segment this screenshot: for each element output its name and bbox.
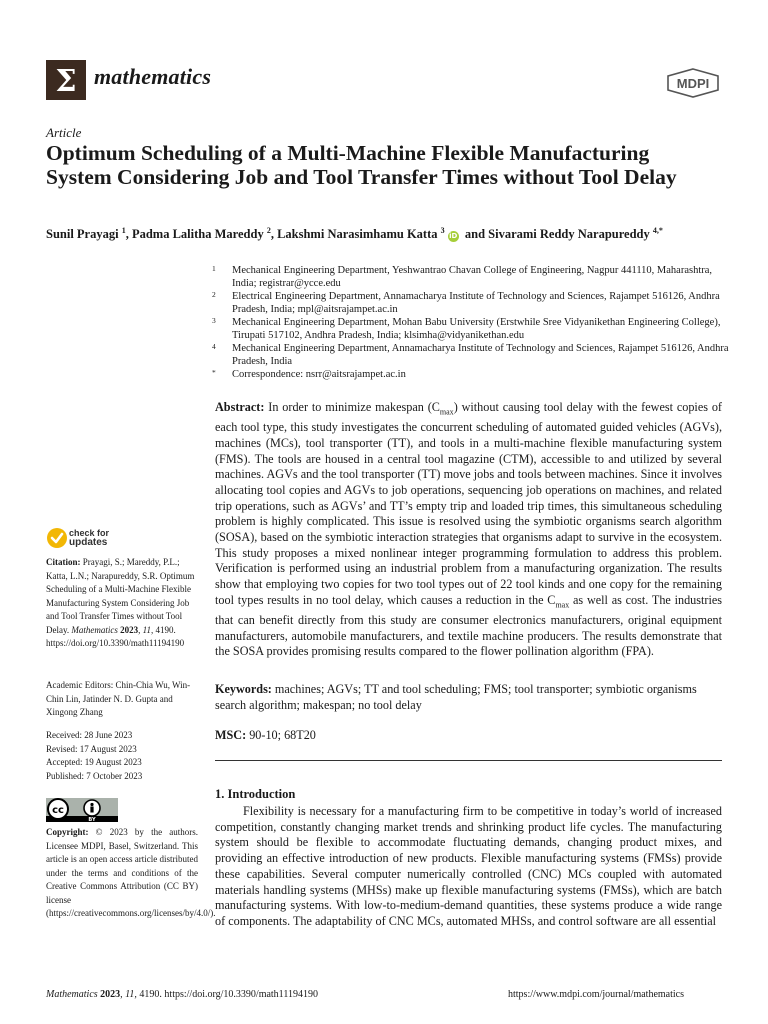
author-affil-sup: 4,*	[652, 226, 663, 235]
publisher-logo	[666, 68, 720, 103]
footer-citation	[46, 989, 318, 1000]
author-name[interactable]: Padma Lalitha Mareddy	[131, 227, 264, 242]
affiliation-item	[210, 290, 730, 316]
abstract-text: ) without causing tool delay with the fewest copies of each tool type, this study investigates the concurrent scheduling of automated guided vehicles (AGVs), machines (MCs), tool transporter (TT), and tools in a multi-machine flexible manufacturing system (FMS). The tools are housed in a central tool magazine (CTM), accessible to and utilized by several machines. AGVs and the tool transporter (TT) move jobs and tools between machines. Since it involves allocating tool copies and AGVs to job operations, sequencing job operations on machines, and related trip operations, such as AGVs’ and TT’s empty trip and loaded trip times, this simultaneous scheduling problem is highly complicated. This issue is resolved using the symbiotic organisms search algorithm (SOSA), based on the symbiotic interaction strategies that organisms adapt to survive in the ecosystem. This study proposes a mixed nonlinear integer programming formulation to address this problem. Verification is performed using an industrial problem from a manufacturing organization. The results show that employing two copies for two tool types out of 22 tool kinds and one copy for the remaining tool types results in no tool delay, which causes a reduction in the C	[215, 400, 722, 607]
section-divider	[215, 760, 722, 761]
journal-logo	[46, 60, 86, 100]
date-published: Published: 7 October 2023	[46, 770, 143, 781]
affiliation-number: 3	[212, 316, 216, 325]
article-title: Optimum Scheduling of a Multi-Machine Flexible Manufacturing System Considering Job and Tool Transfer Times without Tool Delay	[46, 141, 677, 189]
author-name[interactable]: Sunil Prayagi	[46, 227, 119, 242]
affiliations	[210, 264, 730, 381]
abstract-subscript: max	[439, 407, 454, 417]
check-for-updates-icon	[46, 527, 68, 549]
affiliation-text: Mechanical Engineering Department, Mohan Babu University (Erstwhile Sree Vidyanikethan Engineering College), Tirupati 517102, Andhra Pradesh, India; klsimha@vidyanikethan.edu	[232, 317, 721, 341]
keywords	[215, 682, 722, 713]
author-separator: ,	[270, 227, 278, 242]
msc-codes	[215, 728, 316, 743]
copyright-notice	[46, 826, 216, 921]
article-type: Article	[46, 125, 82, 140]
date-received: Received: 28 June 2023	[46, 730, 133, 740]
affiliation-number: *	[212, 368, 216, 377]
check-updates-line: check for	[69, 528, 110, 538]
author-affil-sup: 3	[440, 226, 445, 235]
author-affil-sup: 2	[266, 226, 271, 235]
svg-text:cc: cc	[52, 805, 64, 816]
affiliation-number: 2	[212, 290, 216, 299]
section-heading: 1. Introduction	[215, 787, 296, 801]
check-updates-line: updates	[69, 537, 108, 548]
msc-label: MSC:	[215, 728, 247, 742]
check-for-updates-label[interactable]	[69, 529, 109, 547]
introduction-text: Flexibility is necessary for a manufacturing firm to be competitive in today’s world of increased competition, constantly changing market trends and shrinking product life cycles. The manufacturing system should be flexible to accommodate fluctuating demands, changing product mixes, and providing an effective introduction of new products. Flexible manufacturing systems (FMSs) provide these capabilities. Several computer numerically controlled (CNC) MCs coupled with automated materials handling systems (MHSs) make up flexible manufacturing systems (FMSs), which are batch manufacturing systems. With low-to-medium-demand quantities, these systems produce a wide range of components. The adaptability of CNC MCs, automated MHSs, and control software are all essential	[215, 804, 722, 928]
affiliation-text: Mechanical Engineering Department, Yeshwantrao Chavan College of Engineering, Nagpur 441110, Maharashtra, India; registrar@ycce.edu	[232, 265, 713, 289]
mdpi-logo-icon	[666, 68, 720, 98]
date-accepted: Accepted: 19 August 2023	[46, 757, 142, 767]
correspondence-item	[210, 368, 730, 381]
author-affil-sup: 1	[121, 226, 126, 235]
svg-text:BY: BY	[88, 817, 96, 822]
sigma-logo-icon	[46, 60, 86, 100]
abstract-label: Abstract:	[215, 400, 265, 414]
author-name[interactable]: Lakshmi Narasimhamu Katta	[277, 227, 438, 242]
citation-doi[interactable]: 4190. https://doi.org/10.3390/math11194190	[46, 624, 185, 648]
correspondence-text: Correspondence: nsrr@aitsrajampet.ac.in	[232, 369, 406, 380]
author-name[interactable]: Sivarami Reddy Narapureddy	[488, 227, 650, 242]
affiliation-number: 1	[212, 264, 216, 273]
citation-volume: , 11,	[138, 624, 154, 635]
citation-journal: Mathematics	[71, 624, 118, 635]
footer-journal: Mathematics	[46, 989, 98, 1000]
citation-block	[46, 556, 198, 651]
abstract-text: In order to minimize makespan (C	[264, 400, 440, 414]
keywords-text: machines; AGVs; TT and tool scheduling; FMS; tool transporter; symbiotic organisms search algorithm; makespan; no tool delay	[215, 682, 697, 712]
copyright-label: Copyright:	[46, 827, 89, 837]
affiliation-text: Mechanical Engineering Department, Annamacharya Institute of Technology and Sciences, Rajampet 516126, Andhra Pradesh, India	[232, 343, 729, 367]
svg-text:Σ: Σ	[55, 64, 77, 99]
abstract-text: as well as cost. The industries that can benefit directly from this study are consumer electronics manufacturers, original equipment manufacturers, automobile manufacturers, and textile machine producers. The results demonstrate that the SOSA provides promising results compared to the flower pollination algorithm (FPA).	[215, 592, 722, 659]
affiliation-item	[210, 342, 730, 368]
date-revised: Revised: 17 August 2023	[46, 743, 137, 754]
msc-text: 90-10; 68T20	[246, 728, 316, 742]
author-separator: and	[461, 227, 489, 242]
orcid-icon[interactable]: iD	[449, 232, 458, 241]
footer-volume: , 11,	[120, 989, 137, 1000]
affiliation-text: Electrical Engineering Department, Annamacharya Institute of Technology and Sciences, Rajampet 516126, Andhra Pradesh, India; mpl@aitsrajampet.ac.in	[232, 291, 720, 315]
affiliation-item	[210, 316, 730, 342]
citation-year: 2023	[117, 624, 139, 635]
copyright-text: © 2023 by the authors. Licensee MDPI, Basel, Switzerland. This article is an open access article distributed under the terms and conditions of the Creative Commons Attribution (CC BY) license (https://creativecommons.org/licenses/by/4.0/).	[46, 827, 216, 918]
footer-doi[interactable]: 4190. https://doi.org/10.3390/math11194190	[136, 989, 318, 1000]
cc-by-icon	[46, 798, 118, 822]
abstract	[215, 400, 722, 660]
footer-journal-url[interactable]: https://www.mdpi.com/journal/mathematics	[508, 989, 684, 1000]
affiliation-item	[210, 264, 730, 290]
author-list	[46, 226, 746, 242]
keywords-label: Keywords:	[215, 682, 272, 696]
citation-label: Citation:	[46, 557, 81, 567]
affiliation-number: 4	[212, 342, 216, 351]
abstract-subscript: max	[555, 600, 570, 610]
publication-dates	[46, 729, 198, 783]
academic-editors: Academic Editors: Chin-Chia Wu, Win-Chin Lin, Jatinder N. D. Gupta and Xingong Zhang	[46, 680, 191, 717]
cc-by-license-badge[interactable]	[46, 798, 118, 822]
footer-year: 2023	[97, 989, 121, 1000]
journal-name: mathematics	[94, 64, 212, 89]
svg-text:MDPI: MDPI	[676, 76, 710, 91]
author-separator: ,	[125, 227, 132, 242]
citation-text: Prayagi, S.; Mareddy, P.L.; Katta, L.N.; Narapureddy, S.R. Optimum Scheduling of a Multi-Machine Flexible Manufacturing System Considering Job and Tool Transfer Times without Tool Delay.	[46, 557, 195, 635]
